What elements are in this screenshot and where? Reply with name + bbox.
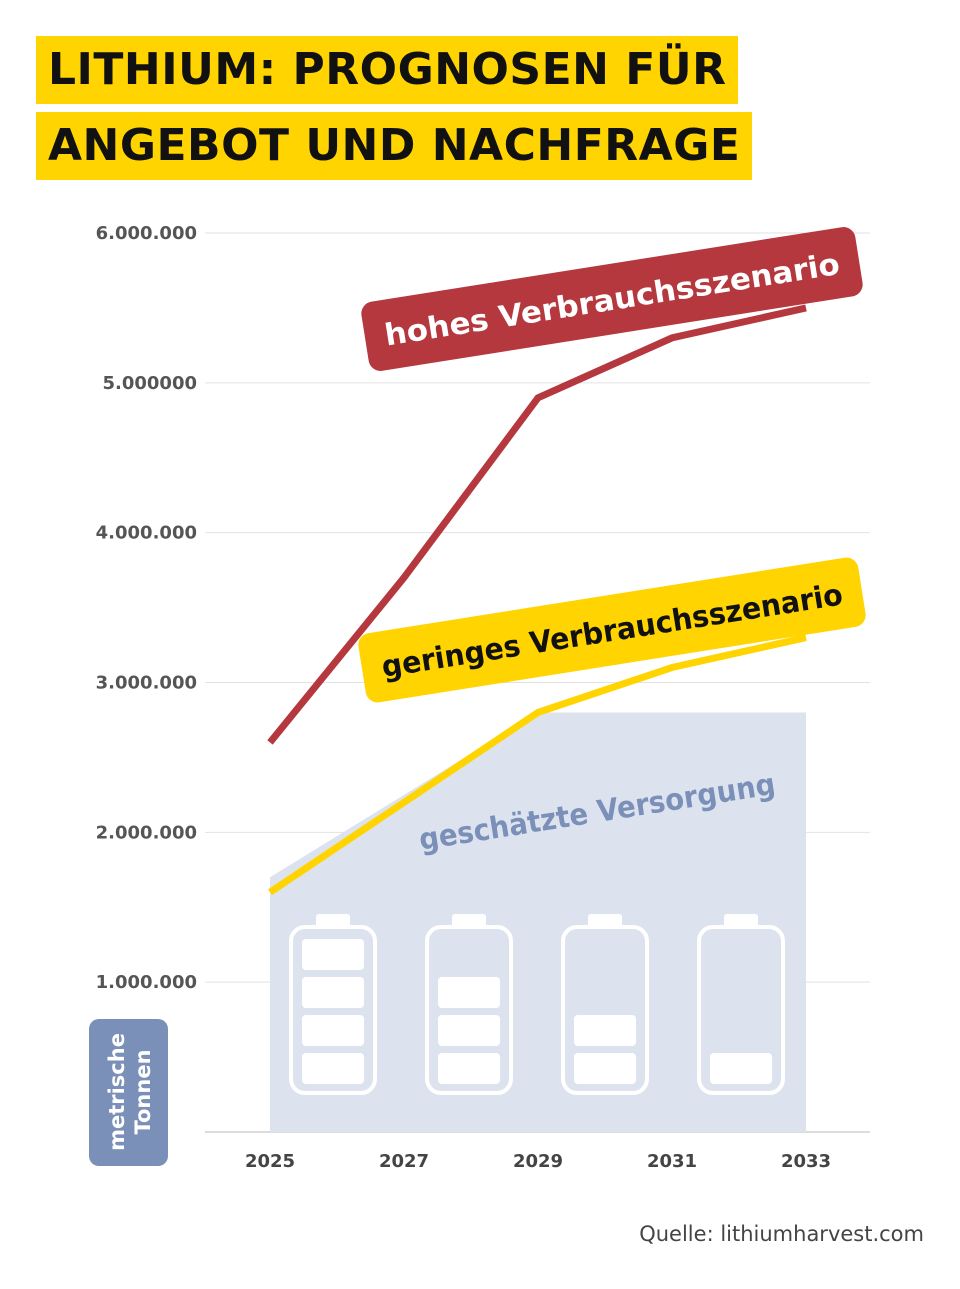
y-tick-label: 5.000000 xyxy=(102,372,197,394)
battery-level-segment xyxy=(302,939,364,970)
chart-title-line-2: ANGEBOT UND NACHFRAGE xyxy=(36,112,752,180)
battery-level-segment xyxy=(438,1015,500,1046)
y-tick-label: 2.000.000 xyxy=(95,822,197,844)
battery-level-segment xyxy=(438,1053,500,1084)
high-scenario-label xyxy=(360,225,865,372)
y-tick-label: 1.000.000 xyxy=(95,972,197,994)
battery-level-segment xyxy=(438,977,500,1008)
battery-icon xyxy=(291,914,375,1093)
battery-level-segment xyxy=(710,1053,772,1084)
battery-level-segment xyxy=(302,1053,364,1084)
x-axis-ticks xyxy=(245,1151,831,1172)
low-scenario-label-text: geringes Verbrauchsszenario xyxy=(379,573,872,686)
x-tick-label: 2033 xyxy=(780,1151,832,1172)
chart-title-line-1: LITHIUM: PROGNOSEN FÜR xyxy=(36,36,738,104)
source-note: Quelle: lithiumharvest.com xyxy=(639,1222,924,1246)
supply-label-text: geschätzte Versorgung xyxy=(416,762,810,858)
unit-badge-line: Tonnen xyxy=(131,1049,155,1135)
unit-badge-line: metrische xyxy=(105,1033,129,1151)
x-tick-label: 2031 xyxy=(646,1151,698,1172)
battery-level-segment xyxy=(302,1015,364,1046)
battery-level-segment xyxy=(574,1015,636,1046)
high-scenario-line xyxy=(270,308,806,743)
battery-level-segment xyxy=(574,1053,636,1084)
y-tick-label: 6.000.000 xyxy=(95,223,197,244)
low-scenario-label xyxy=(357,556,872,704)
battery-level-segment xyxy=(302,977,364,1008)
y-axis-ticks xyxy=(96,223,197,993)
high-scenario-label-text: hohes Verbrauchsszenario xyxy=(382,249,829,354)
x-tick-label: 2029 xyxy=(512,1151,564,1172)
x-tick-label: 2027 xyxy=(378,1151,430,1172)
y-tick-label: 4.000.000 xyxy=(95,522,197,544)
unit-badge xyxy=(89,1019,168,1166)
y-tick-label: 3.000.000 xyxy=(95,672,197,694)
x-tick-label: 2025 xyxy=(244,1151,296,1172)
